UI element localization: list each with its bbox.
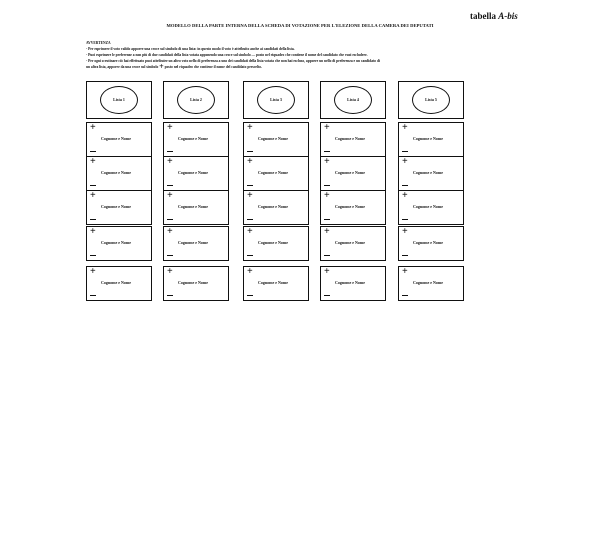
minus-icon[interactable] (90, 185, 96, 186)
plus-icon[interactable]: + (90, 190, 96, 201)
minus-icon[interactable] (167, 151, 173, 152)
instruction-line-2: - Puoi esprimere le preferenze a non più di due candidati della lista votata apponendo una croce sul simbolo — posto nel riquadro che contiene il nome del candidato che vuoi escludere. (86, 53, 368, 57)
plus-icon[interactable]: + (324, 122, 330, 133)
candidate-name: Cognome e Nome (258, 170, 288, 175)
candidate-cell[interactable] (320, 122, 386, 157)
candidate-name: Cognome e Nome (178, 204, 208, 209)
list-symbol-circle[interactable] (177, 86, 215, 114)
instruction-line-1: - Per esprimere il voto valido apporre una croce sul simbolo di una lista: in questo modo il voto è attribuito anche ai candidati della lista. (86, 47, 295, 51)
candidate-name: Cognome e Nome (335, 170, 365, 175)
plus-icon[interactable]: + (247, 266, 253, 277)
candidate-cell[interactable] (320, 226, 386, 261)
list-symbol-box[interactable] (163, 81, 229, 119)
candidate-name: Cognome e Nome (335, 136, 365, 141)
candidate-name: Cognome e Nome (258, 240, 288, 245)
plus-icon[interactable]: + (167, 226, 173, 237)
candidate-cell[interactable] (163, 226, 229, 261)
list-symbol-box[interactable] (243, 81, 309, 119)
document-title: MODELLO DELLA PARTE INTERNA DELLA SCHEDA DI VOTAZIONE PER L'ELEZIONE DELLA CAMERA DEI DEPUTATI (166, 23, 434, 28)
candidate-name: Cognome e Nome (101, 170, 131, 175)
candidate-name: Cognome e Nome (101, 280, 131, 285)
list-label: Lista 1 (113, 97, 125, 102)
candidate-cell[interactable] (398, 190, 464, 225)
candidate-cell[interactable] (163, 190, 229, 225)
list-label: Lista 2 (190, 97, 202, 102)
candidate-cell[interactable] (86, 122, 152, 157)
candidate-name: Cognome e Nome (413, 280, 443, 285)
minus-icon[interactable] (167, 219, 173, 220)
candidate-name: Cognome e Nome (258, 204, 288, 209)
minus-icon[interactable] (167, 185, 173, 186)
minus-icon[interactable] (324, 219, 330, 220)
candidate-name: Cognome e Nome (335, 204, 365, 209)
minus-icon[interactable] (324, 255, 330, 256)
minus-icon[interactable] (247, 295, 253, 296)
minus-icon[interactable] (167, 295, 173, 296)
minus-icon[interactable] (90, 151, 96, 152)
instruction-line-3: - Per ogni scrutinare ciò hai effettuato puoi attribuire un altro voto nello di preferenza a uno dei candidati della lista votata che non hai escluso, apporre un nello di preferenza e un candidato di (86, 59, 380, 63)
minus-icon[interactable] (324, 295, 330, 296)
plus-icon[interactable]: + (324, 266, 330, 277)
instruction-line-4-tail: posto nel riquadro che contiene il nome del candidato prescelto. (164, 65, 262, 69)
instruction-line-4 (86, 64, 466, 70)
plus-icon[interactable]: + (247, 122, 253, 133)
candidate-name: Cognome e Nome (101, 204, 131, 209)
plus-icon[interactable]: + (90, 156, 96, 167)
minus-icon[interactable] (167, 255, 173, 256)
list-symbol-circle[interactable] (100, 86, 138, 114)
candidate-cell[interactable] (243, 156, 309, 191)
minus-icon[interactable] (402, 219, 408, 220)
candidate-cell[interactable] (86, 156, 152, 191)
candidate-cell[interactable] (163, 122, 229, 157)
candidate-name: Cognome e Nome (178, 170, 208, 175)
minus-icon[interactable] (324, 151, 330, 152)
list-label: Lista 5 (425, 97, 437, 102)
candidate-cell[interactable] (320, 190, 386, 225)
candidate-name: Cognome e Nome (258, 280, 288, 285)
candidate-name: Cognome e Nome (178, 240, 208, 245)
candidate-name: Cognome e Nome (258, 136, 288, 141)
candidate-cell[interactable] (398, 266, 464, 301)
candidate-name: Cognome e Nome (178, 136, 208, 141)
plus-icon[interactable]: + (167, 190, 173, 201)
instructions-block (86, 40, 466, 70)
instruction-line-4-start: un altra lista, apporre da una croce sul simbolo (86, 65, 159, 69)
list-symbol-circle[interactable] (257, 86, 295, 114)
list-symbol-circle[interactable] (412, 86, 450, 114)
list-symbol-box[interactable] (320, 81, 386, 119)
candidate-cell[interactable] (398, 226, 464, 261)
tabella-id: A-bis (498, 11, 518, 21)
candidate-name: Cognome e Nome (413, 170, 443, 175)
plus-icon[interactable]: + (324, 226, 330, 237)
plus-icon[interactable]: + (167, 156, 173, 167)
plus-icon[interactable]: + (90, 122, 96, 133)
plus-icon[interactable]: + (402, 122, 408, 133)
minus-icon[interactable] (247, 219, 253, 220)
plus-icon[interactable]: + (167, 266, 173, 277)
list-label: Lista 3 (270, 97, 282, 102)
minus-icon[interactable] (247, 151, 253, 152)
plus-icon[interactable]: + (90, 226, 96, 237)
list-symbol-box[interactable] (398, 81, 464, 119)
minus-icon[interactable] (324, 185, 330, 186)
list-symbol-circle[interactable] (334, 86, 372, 114)
candidate-name: Cognome e Nome (101, 240, 131, 245)
minus-icon[interactable] (402, 185, 408, 186)
minus-icon[interactable] (402, 151, 408, 152)
candidate-cell[interactable] (320, 266, 386, 301)
tabella-label: tabella (470, 11, 496, 21)
candidate-cell[interactable] (398, 122, 464, 157)
plus-icon[interactable]: + (402, 190, 408, 201)
candidate-cell[interactable] (243, 226, 309, 261)
table-reference (470, 11, 518, 21)
candidate-cell[interactable] (243, 266, 309, 301)
candidate-name: Cognome e Nome (413, 240, 443, 245)
plus-icon[interactable]: + (247, 190, 253, 201)
minus-icon[interactable] (90, 255, 96, 256)
plus-icon[interactable]: + (402, 226, 408, 237)
candidate-cell[interactable] (86, 266, 152, 301)
minus-icon[interactable] (402, 255, 408, 256)
plus-icon[interactable]: + (402, 156, 408, 167)
minus-icon[interactable] (90, 219, 96, 220)
candidate-name: Cognome e Nome (178, 280, 208, 285)
ballot-grid (86, 81, 466, 303)
candidate-cell[interactable] (243, 190, 309, 225)
plus-icon[interactable]: + (324, 190, 330, 201)
instructions-heading: AVVERTENZA (86, 41, 111, 45)
candidate-cell[interactable] (398, 156, 464, 191)
list-symbol-box[interactable] (86, 81, 152, 119)
list-label: Lista 4 (347, 97, 359, 102)
candidate-name: Cognome e Nome (335, 240, 365, 245)
candidate-cell[interactable] (163, 156, 229, 191)
minus-icon[interactable] (247, 255, 253, 256)
candidate-cell[interactable] (320, 156, 386, 191)
plus-icon[interactable]: + (247, 226, 253, 237)
candidate-cell[interactable] (163, 266, 229, 301)
minus-icon[interactable] (90, 295, 96, 296)
candidate-cell[interactable] (86, 190, 152, 225)
candidate-name: Cognome e Nome (413, 136, 443, 141)
candidate-cell[interactable] (243, 122, 309, 157)
candidate-name: Cognome e Nome (335, 280, 365, 285)
candidate-cell[interactable] (86, 226, 152, 261)
plus-icon[interactable]: + (402, 266, 408, 277)
plus-icon[interactable]: + (167, 122, 173, 133)
plus-icon[interactable]: + (324, 156, 330, 167)
minus-icon[interactable] (247, 185, 253, 186)
candidate-name: Cognome e Nome (101, 136, 131, 141)
candidate-name: Cognome e Nome (413, 204, 443, 209)
plus-icon[interactable]: + (90, 266, 96, 277)
plus-icon: + (159, 64, 164, 70)
minus-icon[interactable] (402, 295, 408, 296)
plus-icon[interactable]: + (247, 156, 253, 167)
